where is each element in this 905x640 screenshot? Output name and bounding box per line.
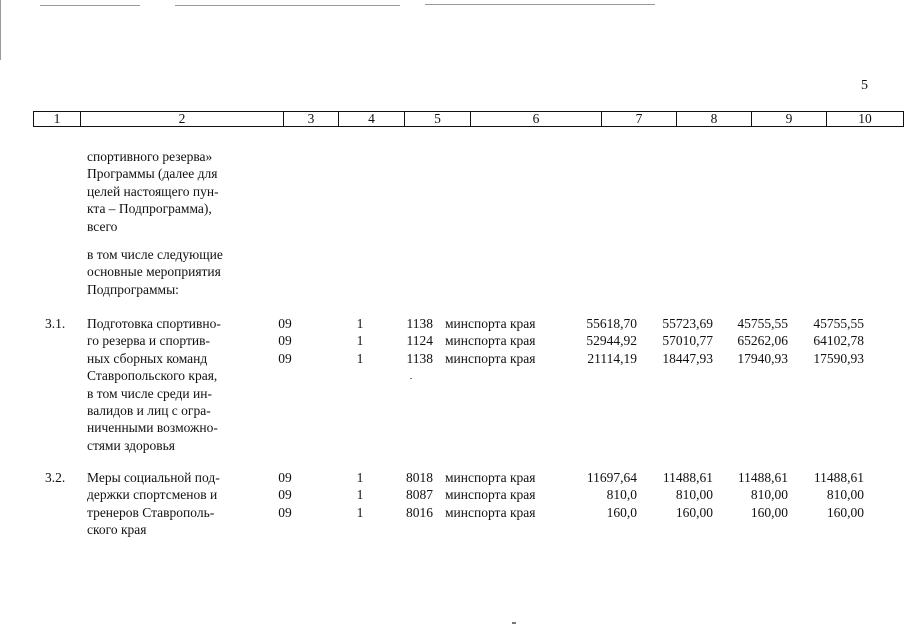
column-header-8: 8 bbox=[677, 112, 752, 127]
cell-executor: минспорта края bbox=[445, 333, 536, 349]
cell-amount-col10: 11488,61 bbox=[813, 470, 864, 485]
cell-subsection-code: 1 bbox=[356, 350, 364, 366]
cell-target-code: 1124 bbox=[406, 333, 433, 349]
intro-line: в том числе следующие bbox=[87, 247, 223, 262]
scan-edge-top bbox=[40, 5, 140, 6]
intro-line: Программы (далее для bbox=[87, 166, 218, 182]
column-header-6: 6 bbox=[471, 112, 602, 127]
cell-section-code: 09 bbox=[278, 316, 292, 331]
row-description-line: Меры социальной под- bbox=[87, 470, 220, 485]
cell-amount-col9: 17940,93 bbox=[737, 350, 788, 366]
cell-target-code: 8016 bbox=[406, 504, 433, 520]
scan-edge-left bbox=[0, 0, 1, 60]
cell-target-code: 8018 bbox=[406, 470, 433, 485]
column-header-row bbox=[33, 111, 904, 127]
row-description-line: ниченными возможно- bbox=[87, 420, 218, 436]
cell-section-code: 09 bbox=[278, 487, 292, 503]
cell-section-code: 09 bbox=[278, 333, 292, 349]
cell-amount-col7: 160,0 bbox=[606, 504, 637, 520]
cell-executor: минспорта края bbox=[445, 504, 536, 520]
cell-amount-col10: 810,00 bbox=[826, 487, 864, 503]
cell-amount-col7: 52944,92 bbox=[586, 333, 637, 349]
cell-amount-col8: 810,00 bbox=[675, 487, 713, 503]
intro-line: спортивного резерва» bbox=[87, 149, 213, 164]
cell-amount-col9: 160,00 bbox=[750, 504, 788, 520]
row-description-line: ского края bbox=[87, 522, 147, 538]
cell-amount-col8: 11488,61 bbox=[662, 470, 713, 485]
row-description-line: ных сборных команд bbox=[87, 350, 208, 366]
column-header-1: 1 bbox=[34, 112, 81, 127]
cell-amount-col7: 55618,70 bbox=[586, 316, 637, 331]
cell-amount-col8: 57010,77 bbox=[662, 333, 713, 349]
scan-speck bbox=[512, 622, 516, 624]
intro-line: целей настоящего пун- bbox=[87, 183, 219, 199]
cell-subsection-code: 1 bbox=[356, 487, 364, 503]
cell-executor: минспорта края bbox=[445, 470, 536, 485]
cell-amount-col9: 65262,06 bbox=[737, 333, 788, 349]
page-number: 5 bbox=[861, 78, 868, 93]
scan-edge-top-2 bbox=[175, 5, 400, 6]
cell-subsection-code: 1 bbox=[356, 470, 364, 485]
cell-amount-col8: 160,00 bbox=[675, 504, 713, 520]
cell-section-code: 09 bbox=[278, 350, 292, 366]
cell-target-code: 1138 bbox=[406, 350, 433, 366]
cell-amount-col9: 810,00 bbox=[750, 487, 788, 503]
row-description-line: стями здоровья bbox=[87, 437, 176, 453]
cell-amount-col8: 18447,93 bbox=[662, 350, 713, 366]
row-description-line: держки спортсменов и bbox=[87, 487, 218, 503]
column-header-9: 9 bbox=[752, 112, 827, 127]
cell-section-code: 09 bbox=[278, 470, 292, 485]
cell-subsection-code: 1 bbox=[356, 316, 364, 331]
cell-amount-col10: 64102,78 bbox=[813, 333, 864, 349]
cell-amount-col10: 45755,55 bbox=[813, 316, 864, 331]
cell-amount-col7: 11697,64 bbox=[586, 470, 637, 485]
column-header-2: 2 bbox=[81, 112, 284, 127]
scan-speck bbox=[410, 378, 412, 379]
column-header-7: 7 bbox=[602, 112, 677, 127]
cell-amount-col10: 17590,93 bbox=[813, 350, 864, 366]
cell-target-code: 1138 bbox=[406, 316, 433, 331]
intro-line: всего bbox=[87, 218, 118, 234]
cell-subsection-code: 1 bbox=[356, 333, 364, 349]
cell-subsection-code: 1 bbox=[356, 504, 364, 520]
cell-target-code: 8087 bbox=[406, 487, 433, 503]
row-description-line: в том числе среди ин- bbox=[87, 385, 212, 401]
row-description-line: го резерва и спортив- bbox=[87, 333, 211, 349]
column-header-5: 5 bbox=[405, 112, 471, 127]
column-header-10: 10 bbox=[827, 112, 904, 127]
cell-executor: минспорта края bbox=[445, 350, 536, 366]
cell-executor: минспорта края bbox=[445, 316, 536, 331]
cell-amount-col8: 55723,69 bbox=[662, 316, 713, 331]
column-header-4: 4 bbox=[339, 112, 405, 127]
scan-edge-top-3 bbox=[425, 4, 655, 5]
row-description-line: Подготовка спортивно- bbox=[87, 316, 221, 331]
intro-line: кта – Подпрограмма), bbox=[87, 201, 212, 217]
cell-amount-col7: 810,0 bbox=[606, 487, 637, 503]
cell-executor: минспорта края bbox=[445, 487, 536, 503]
intro-line: Подпрограммы: bbox=[87, 281, 179, 297]
column-header-3: 3 bbox=[284, 112, 339, 127]
cell-amount-col9: 11488,61 bbox=[737, 470, 788, 485]
row-description-line: Ставропольского края, bbox=[87, 368, 218, 384]
cell-amount-col9: 45755,55 bbox=[737, 316, 788, 331]
row-description-line: тренеров Ставрополь- bbox=[87, 504, 215, 520]
cell-amount-col7: 21114,19 bbox=[587, 350, 637, 366]
row-description-line: валидов и лиц с огра- bbox=[87, 403, 211, 418]
cell-amount-col10: 160,00 bbox=[826, 504, 864, 520]
row-number: 3.1. bbox=[45, 316, 66, 331]
cell-section-code: 09 bbox=[278, 504, 292, 520]
intro-line: основные мероприятия bbox=[87, 264, 221, 280]
row-number: 3.2. bbox=[45, 470, 66, 485]
